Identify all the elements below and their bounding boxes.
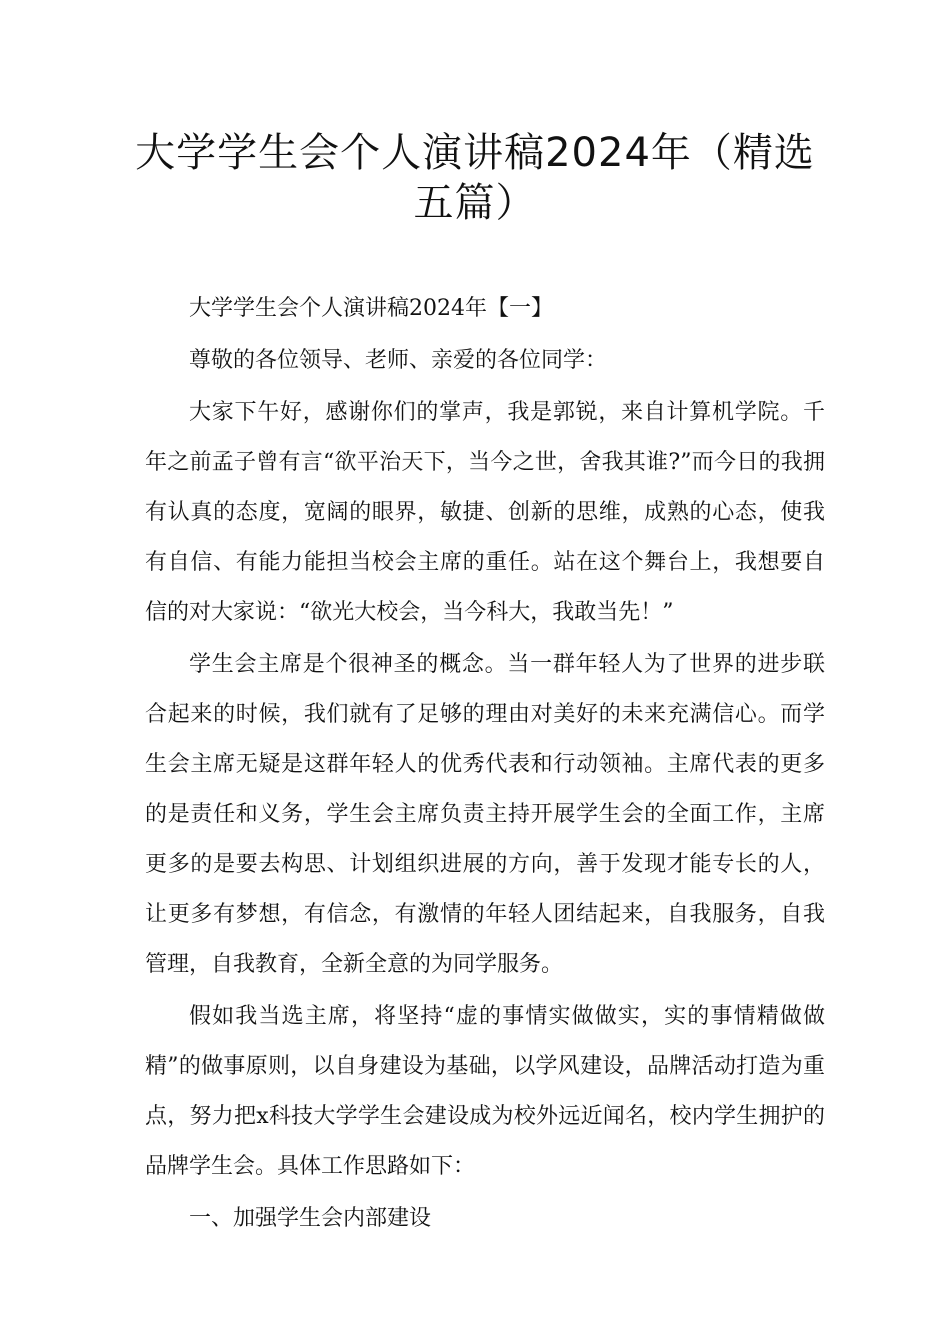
salutation: 尊敬的各位领导、老师、亲爱的各位同学：: [189, 348, 608, 373]
document-body: [145, 284, 825, 1246]
paragraph: 学生会主席是个很神圣的概念。当一群年轻人为了世界的进步联合起来的时候，我们就有了足够的理由对美好的未来充满信心。而学生会主席无疑是这群年轻人的优秀代表和行动领袖。主席代表的更多的是责任和义务，学生会主席负责主持开展学生会的全面工作，主席更多的是要去构思、计划组织进展的方向，善于发现才能专长的人，让更多有梦想，有信念，有激情的年轻人团结起来，自我服务，自我管理，自我教育，全新全意的为同学服务。: [145, 652, 825, 977]
paragraph: 大家下午好，感谢你们的掌声，我是郭锐，来自计算机学院。千年之前孟子曾有言“欲平治天下，当今之世，舍我其谁?”而今日的我拥有认真的态度，宽阔的眼界，敏捷、创新的思维，成熟的心态，使我有自信、有能力能担当校会主席的重任。站在这个舞台上，我想要自信的对大家说：“欲光大校会，当今科大，我敢当先！”: [145, 400, 825, 625]
paragraph: 假如我当选主席，将坚持“虚的事情实做做实，实的事情精做做精”的做事原则，以自身建设为基础，以学风建设，品牌活动打造为重点，努力把x科技大学学生会建设成为校外远近闻名，校内学生拥护的品牌学生会。具体工作思路如下：: [145, 1004, 825, 1179]
subsection-heading: 一、加强学生会内部建设: [189, 1206, 432, 1231]
title-line-2: 五篇）: [413, 180, 537, 226]
title-line-1: 大学学生会个人演讲稿2024年（精选: [135, 130, 815, 176]
document-title: [120, 128, 830, 228]
section-heading: 大学学生会个人演讲稿2024年【一】: [189, 296, 553, 321]
